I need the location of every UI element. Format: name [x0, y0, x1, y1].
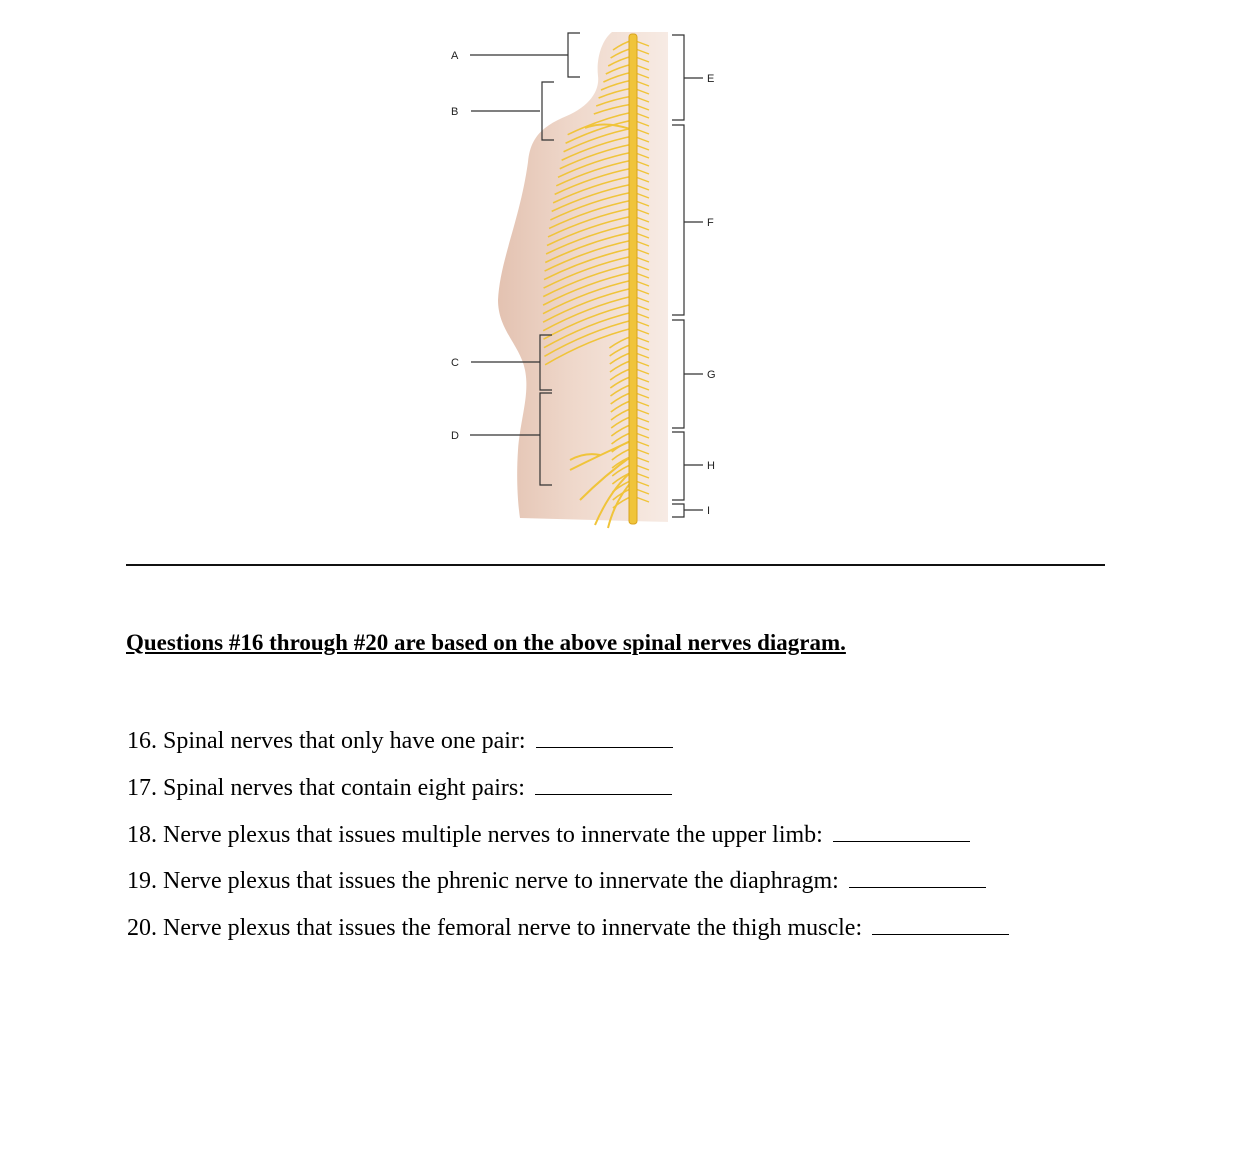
spinal-cord [629, 34, 637, 524]
question-text: 18. Nerve plexus that issues multiple nerves to innervate the upper limb: [127, 821, 823, 848]
label-b: B [451, 106, 459, 118]
label-a: A [451, 50, 459, 62]
question-text: 19. Nerve plexus that issues the phrenic nerve to innervate the diaphragm: [127, 868, 839, 895]
question-16 [127, 724, 1177, 771]
answer-blank[interactable] [849, 865, 986, 888]
right-brackets [672, 35, 703, 517]
answer-blank[interactable] [536, 725, 673, 748]
torso-back [498, 32, 668, 522]
label-f: F [707, 217, 714, 229]
label-d: D [451, 430, 459, 442]
questions-heading: Questions #16 through #20 are based on the above spinal nerves diagram. [126, 630, 846, 655]
question-19 [127, 864, 1177, 911]
horizontal-divider [126, 564, 1105, 566]
label-c: C [451, 357, 459, 369]
question-20 [127, 911, 1177, 958]
question-text: 16. Spinal nerves that only have one pair: [127, 728, 526, 754]
answer-blank[interactable] [833, 819, 970, 842]
label-h: H [707, 460, 715, 472]
label-i: I [707, 505, 711, 517]
label-e: E [707, 73, 715, 85]
spinal-nerves-diagram [0, 0, 1236, 560]
question-18 [127, 818, 1177, 865]
question-text: 17. Spinal nerves that contain eight pairs: [127, 774, 525, 801]
question-text: 20. Nerve plexus that issues the femoral nerve to innervate the thigh muscle: [127, 915, 863, 942]
label-g: G [707, 369, 716, 381]
question-17 [127, 771, 1177, 818]
question-list [127, 724, 1177, 958]
answer-blank[interactable] [872, 912, 1009, 935]
answer-blank[interactable] [535, 772, 672, 795]
